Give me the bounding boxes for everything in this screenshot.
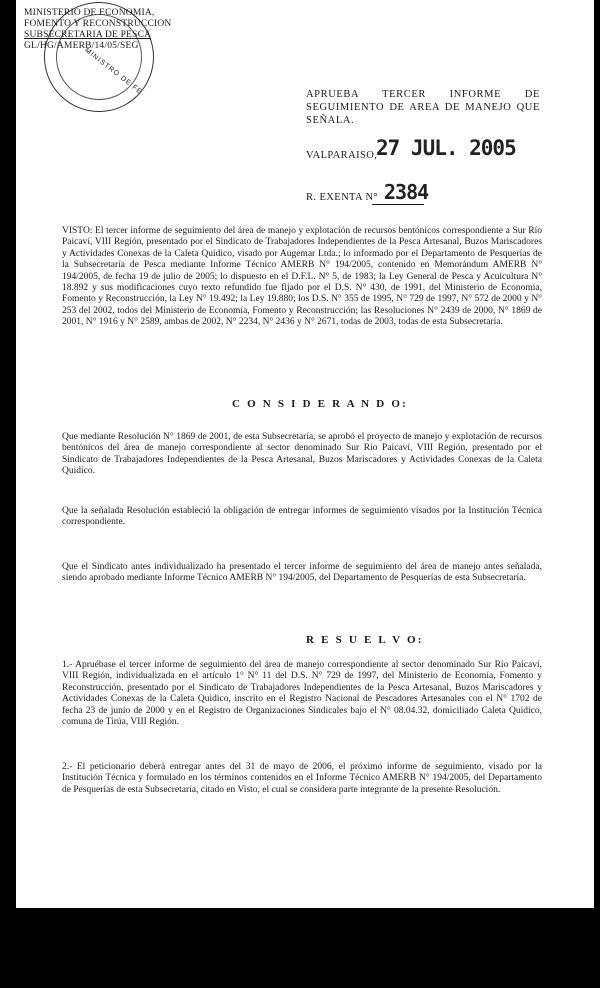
scan-left-edge [0,0,16,988]
letterhead-ministry-2: FOMENTO Y RECONSTRUCCION [24,19,172,29]
handwritten-date: 27 JUL. 2005 [376,136,516,160]
scan-right-edge [594,0,600,988]
considerando-heading: C O N S I D E R A N D O: [232,398,408,410]
exenta-underline [372,204,424,205]
handwritten-resolution-number: 2384 [384,180,429,204]
letterhead [24,8,224,52]
document-subject: APRUEBA TERCER INFORME DE SEGUIMIENTO DE AREA DE MANEJO QUE SEÑALA. [306,89,540,126]
considerando-3: Que el Sindicato antes individualizado ha presentado el tercer informe de seguimiento del área de manejo antes señalada, siendo aprobado mediante Informe Técnico AMERB N° 194/2005, del Departamento de Pesquerías de esta Subsecretaría. [62,562,542,584]
resuelvo-heading: R E S U E L V O: [306,634,424,646]
letterhead-subsecretaria: SUBSECRETARIA DE PESCA [24,30,152,40]
exenta-label: R. EXENTA N° [306,192,379,203]
resuelvo-2: 2.- El peticionario deberá entregar antes del 31 de mayo de 2006, el próximo informe de seguimiento, visado por la Institución Técnica y formulado en los términos contenidos en el Informe Técnico AMERB N° 194/2005, del Departamento de Pesquerías de esta Subsecretaría, citado en Visto, el cual se considera parte integrante de la presente Resolución. [62,762,542,795]
letterhead-reference: GL/HG/AMERB/14/05/SEG [24,41,139,51]
place-label: VALPARAISO, [306,150,378,161]
resuelvo-1: 1.- Apruébase el tercer informe de seguimiento del área de manejo correspondiente al sector denominado Sur Río Paicaví, VIII Región, individualizada en el artículo 1° N° 11 del D.S. N° 729 de 1997, del Ministerio de Economía, Fomento y Reconstrucción, presentado por el Sindicato de Trabajadores Independientes de la Pesca Artesanal, Buzos Mariscadores y Actividades Conexas de la Caleta Quidico, inscrito en el Registro Nacional de Pescadores Artesanales con el N° 1702 de fecha 23 de junio de 2000 y en el Registro de Organizaciones Sindicales bajo el N° 08.04.32, domiciliado Caleta Quidico, comuna de Tirúa, VIII Región. [62,660,542,728]
considerando-2: Que la señalada Resolución estableció la obligación de entregar informes de seguimiento visados por la Institución Técnica correspondiente. [62,506,542,528]
visto-text: VISTO: El tercer informe de seguimiento del área de manejo y explotación de recursos bentónicos correspondiente a Sur Río Paicaví, VIII Región, presentado por el Sindicato de Trabajadores Independientes de la Pesca Artesanal, Buzos Mariscadores y Actividades Conexas de la Caleta Quidico, visado por Augemar Ltda.; lo informado por el Departamento de Pesquerías de la Subsecretaría de Pesca mediante Informe Técnico AMERB N° 194/2005, contenido en Memorándum AMERB N° 194/2005, de fecha 19 de julio de 2005; lo dispuesto en el D.F.L. N° 5, de 1983; la Ley General de Pesca y Acuicultura N° 18.892 y sus modificaciones cuyo texto refundido fue fijado por el D.S. N° 430, de 1991, del Ministerio de Economía, Fomento y Reconstrucción, la Ley N° 19.492; la Ley 19.880; los D.S. N° 355 de 1995, N° 729 de 1997, N° 572 de 2000 y N° 253 del 2002, todos del Ministerio de Economía, Fomento y Reconstrucción; las Resoluciones N° 2439 de 2000, N° 1869 de 2001, N° 1916 y N° 2589, ambas de 2002, N° 2234, N° 2436 y N° 2671, todas de 2003, todas de esta Subsecretaría. [62,226,542,328]
scan-bottom-edge [0,908,600,988]
letterhead-ministry: MINISTERIO DE ECONOMIA, [24,8,155,18]
official-seal-text: MINISTRO DE FE [83,46,144,97]
considerando-1: Que mediante Resolución N° 1869 de 2001, de esta Subsecretaría, se aprobó el proyecto de manejo y explotación de recursos bentónicos del área de manejo correspondiente al sector denominado Sur Río Paicaví, VIII Región, presentado por el Sindicato de Trabajadores Independientes de la Pesca Artesanal, Buzos Mariscadores y Actividades Conexas de la Caleta Quidico. [62,432,542,477]
visto-paragraph [62,226,542,329]
